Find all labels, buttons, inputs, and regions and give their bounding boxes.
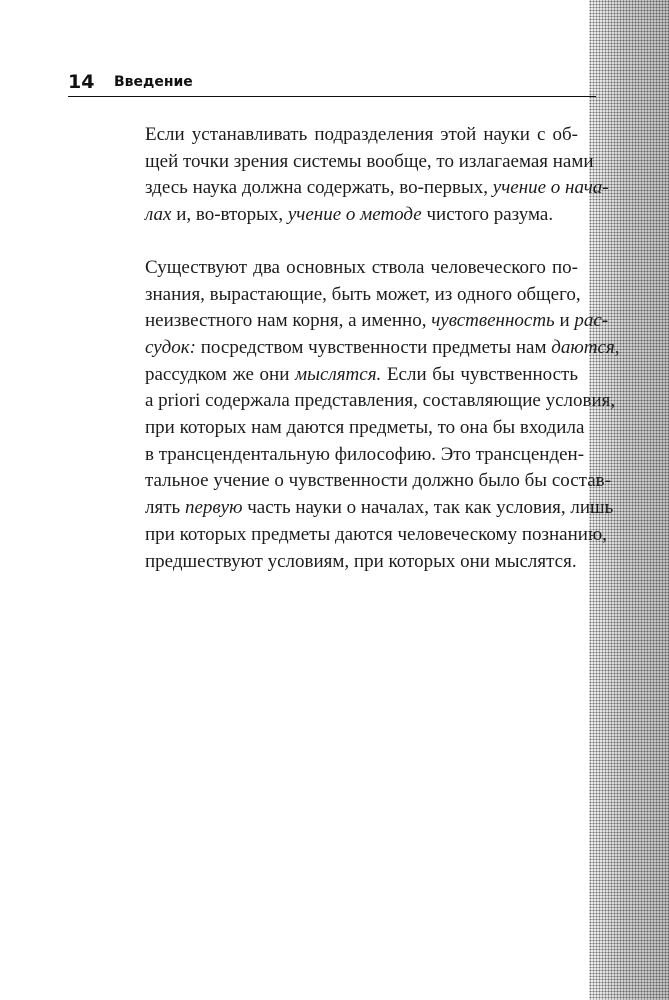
- text-line: [115, 522, 607, 549]
- running-head: Введение: [114, 74, 193, 90]
- text-line: [115, 175, 609, 202]
- emphasis: даются,: [551, 336, 620, 358]
- text-line: [115, 549, 578, 576]
- text-line: [115, 308, 609, 335]
- text-line: [115, 122, 578, 149]
- text-segment: рассудком же они: [145, 363, 296, 385]
- text-segment: щей точки зрения системы вообще, то излагаемая нами: [145, 150, 594, 172]
- text-segment: при которых предметы даются человеческому познанию,: [145, 523, 607, 545]
- text-segment: в трансцендентальную философию. Это трансценден-: [145, 443, 585, 465]
- text-segment: чистого разума.: [421, 204, 554, 226]
- emphasis: первую: [184, 497, 243, 519]
- text-line: [115, 415, 585, 442]
- text-segment: предшествуют условиям, при которых они мыслятся.: [145, 550, 577, 572]
- text-line: [115, 442, 585, 469]
- emphasis: лах: [145, 204, 172, 226]
- text-line: [115, 255, 578, 282]
- body-text: [115, 122, 620, 575]
- text-segment: и: [554, 310, 575, 332]
- text-line: [115, 282, 581, 309]
- text-segment: и, во-вторых,: [171, 204, 288, 226]
- emphasis: мыслятся.: [295, 363, 382, 385]
- text-line: [115, 335, 620, 362]
- text-segment: часть науки о началах, так как условия, лишь: [242, 497, 614, 519]
- text-segment: Если бы чувственность: [381, 363, 578, 385]
- text-line: [115, 362, 578, 389]
- text-segment: Если устанавливать подразделения этой науки с об-: [145, 124, 578, 145]
- emphasis: рас-: [574, 310, 609, 332]
- text-segment: неизвестного нам корня, а именно,: [145, 310, 432, 332]
- text-line: [115, 388, 616, 415]
- text-segment: знания, вырастающие, быть может, из одного общего,: [145, 283, 581, 305]
- text-line: [115, 149, 594, 176]
- text-segment: здесь наука должна содержать, во-первых,: [145, 177, 493, 199]
- text-line: [115, 495, 614, 522]
- text-segment: посредством чувственности предметы нам: [196, 336, 552, 358]
- text-segment: тальное учение о чувственности должно было бы состав-: [145, 470, 611, 492]
- emphasis: судок:: [145, 336, 197, 358]
- text-segment: лять: [145, 497, 185, 519]
- emphasis: учение о методе: [287, 204, 422, 226]
- page-header: [68, 70, 596, 97]
- text-segment: при которых нам даются предметы, то она бы входила: [145, 417, 585, 439]
- emphasis: чувственность: [431, 310, 555, 332]
- text-segment: a priori содержала представления, составляющие условия,: [145, 390, 616, 412]
- text-line: [115, 202, 578, 229]
- text-line: [115, 468, 611, 495]
- paragraph: [115, 255, 620, 575]
- paragraph: [115, 122, 609, 229]
- page-number: 14: [68, 71, 95, 93]
- emphasis: учение о нача-: [492, 177, 609, 199]
- text-segment: Существуют два основных ствола человеческого по-: [145, 256, 578, 278]
